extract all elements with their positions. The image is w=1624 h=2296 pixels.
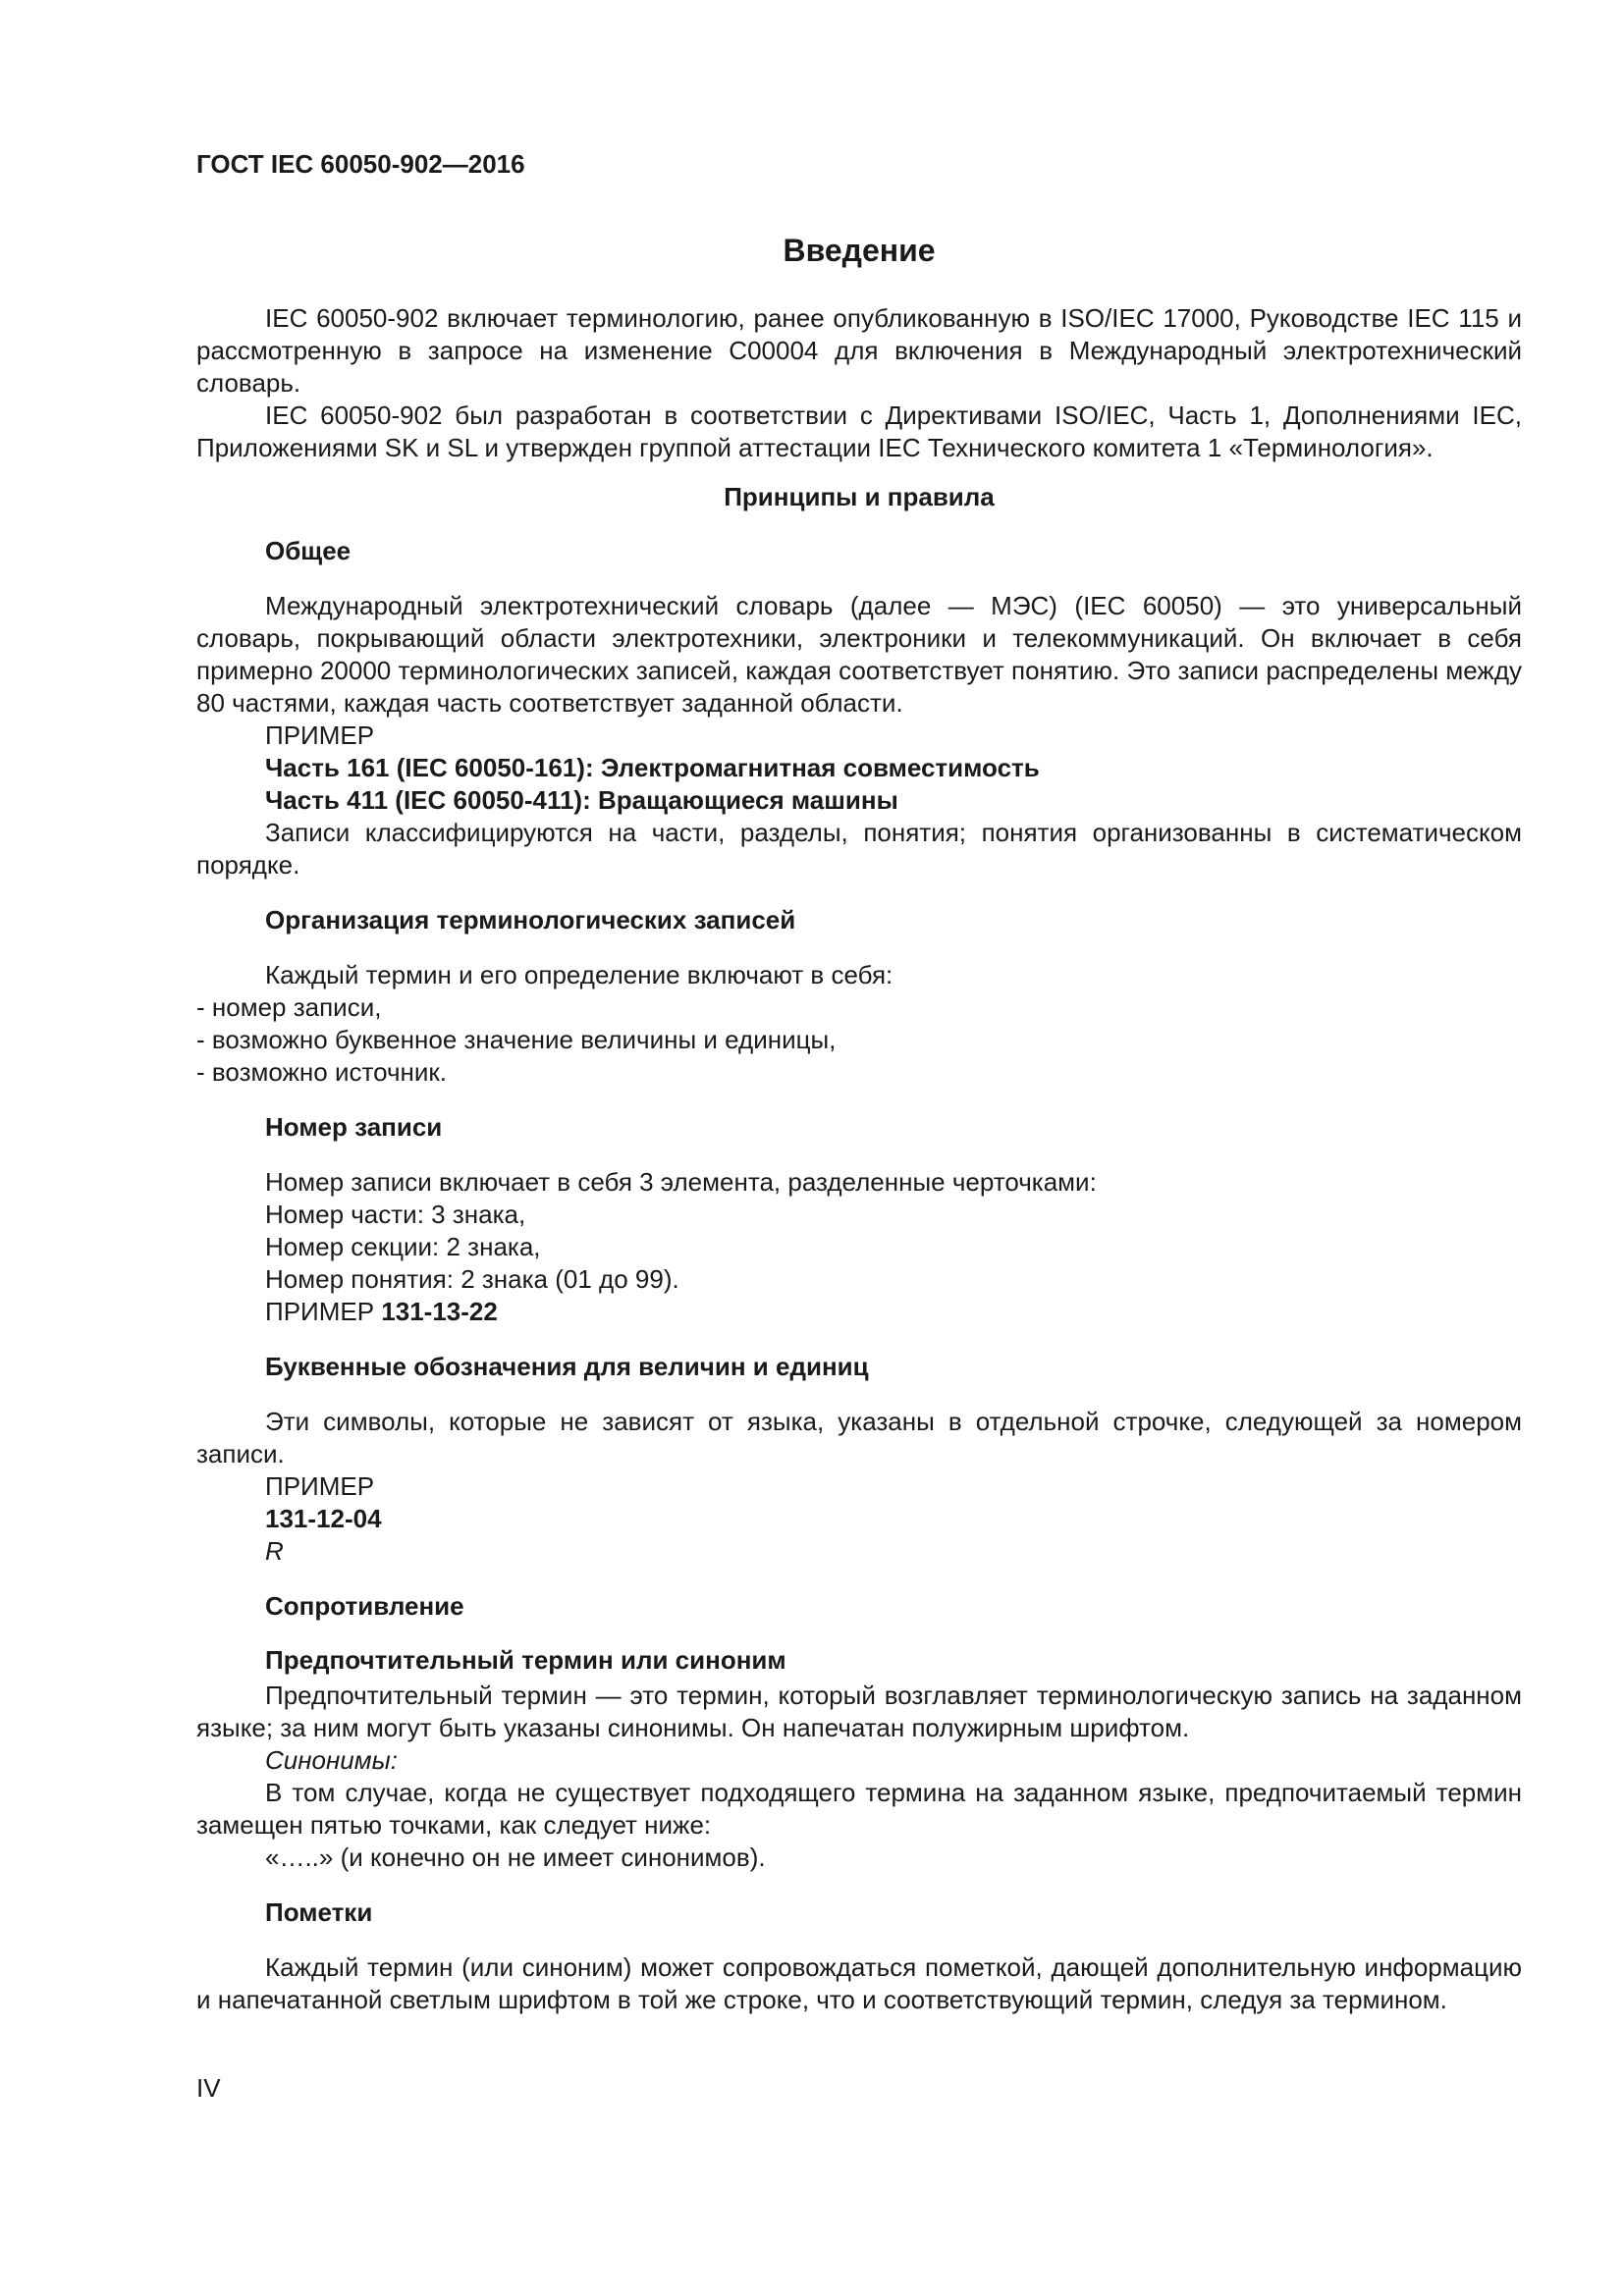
- symbols-paragraph-1: Эти символы, которые не зависят от языка, указаны в отдельной строчке, следующей за номером записи.: [196, 1407, 1522, 1468]
- intro-paragraph-2: IEC 60050-902 был разработан в соответствии с Директивами ISO/IEC, Часть 1, Дополнениями IEC, Приложениями SK и SL и утвержден группой аттестации IEC Технического комитета 1 «Терминология».: [196, 400, 1522, 462]
- general-heading: Общее: [265, 536, 352, 565]
- organization-intro: Каждый термин и его определение включают в себя:: [265, 960, 893, 989]
- example-value: 131-13-22: [381, 1297, 498, 1326]
- preferred-paragraph-2: В том случае, когда не существует подходящего термина на заданном языке, предпочитаемый термин замещен пятью точками, как следует ниже:: [196, 1778, 1522, 1840]
- intro-paragraph-1: IEC 60050-902 включает терминологию, ранее опубликованную в ISO/IEC 17000, Руководстве IEC 115 и рассмотренную в запросе на изменение С00004 для включения в Международный электротехнический словарь.: [196, 303, 1522, 398]
- list-item: - возможно буквенное значение величины и единицы,: [196, 1025, 837, 1054]
- resistance-heading: Сопротивление: [265, 1591, 464, 1621]
- general-example-1: Часть 161 (IEC 60050-161): Электромагнитная совместимость: [265, 753, 1040, 782]
- page-number: IV: [196, 2073, 221, 2103]
- preferred-heading: Предпочтительный термин или синоним: [265, 1645, 786, 1675]
- organization-list: [196, 991, 1522, 1089]
- preferred-paragraph-3: «…..» (и конечно он не имеет синонимов).: [265, 1842, 766, 1872]
- principles-heading: Принципы и правила: [724, 482, 995, 511]
- general-paragraph-1: Международный электротехнический словарь (далее — МЭС) (IEC 60050) — это универсальный словарь, покрывающий области электротехники, электроники и телекоммуникаций. Он включает в себя примерно 20000 терминологических записей, каждая соответствует понятию. Это записи распределены между 80 частями, каждая часть соответствует заданной области.: [196, 591, 1522, 718]
- entry-number-line-3: Номер секции: 2 знака,: [265, 1232, 541, 1261]
- general-paragraph-2: Записи классифицируются на части, разделы, понятия; понятия организованны в систематическом порядке.: [196, 818, 1522, 880]
- document-id-header: ГОСТ IEC 60050-902—2016: [196, 149, 525, 179]
- example-label: ПРИМЕР: [265, 1297, 375, 1326]
- notes-paragraph-1: Каждый термин (или синоним) может сопровождаться пометкой, дающей дополнительную информацию и напечатанной светлым шрифтом в той же строке, что и соответствующий термин, следуя за термином.: [196, 1952, 1522, 2014]
- organization-heading: Организация терминологических записей: [265, 905, 796, 934]
- general-example-2: Часть 411 (IEC 60050-411): Вращающиеся машины: [265, 785, 898, 815]
- symbols-example-label: ПРИМЕР: [265, 1471, 375, 1501]
- general-example-label: ПРИМЕР: [265, 721, 375, 750]
- preferred-paragraph-1: Предпочтительный термин — это термин, который возглавляет терминологическую запись на заданном языке; за ним могут быть указаны синонимы. Он напечатан полужирным шрифтом.: [196, 1681, 1522, 1742]
- symbols-example-symbol: R: [265, 1536, 284, 1566]
- list-item: - возможно источник.: [196, 1057, 448, 1087]
- document-page: [196, 137, 1522, 2016]
- page-title: Введение: [783, 233, 936, 268]
- entry-number-line-4: Номер понятия: 2 знака (01 до 99).: [265, 1264, 679, 1294]
- entry-number-heading: Номер записи: [265, 1112, 443, 1142]
- notes-heading: Пометки: [265, 1897, 373, 1927]
- entry-number-line-1: Номер записи включает в себя 3 элемента, разделенные черточками:: [265, 1167, 1097, 1197]
- symbols-example-number: 131-12-04: [265, 1504, 382, 1533]
- list-item: - номер записи,: [196, 992, 382, 1022]
- preferred-synonyms-label: Синонимы:: [265, 1745, 398, 1775]
- entry-number-example: [196, 1296, 1522, 1328]
- entry-number-line-2: Номер части: 3 знака,: [265, 1200, 526, 1229]
- symbols-heading: Буквенные обозначения для величин и единиц: [265, 1352, 869, 1381]
